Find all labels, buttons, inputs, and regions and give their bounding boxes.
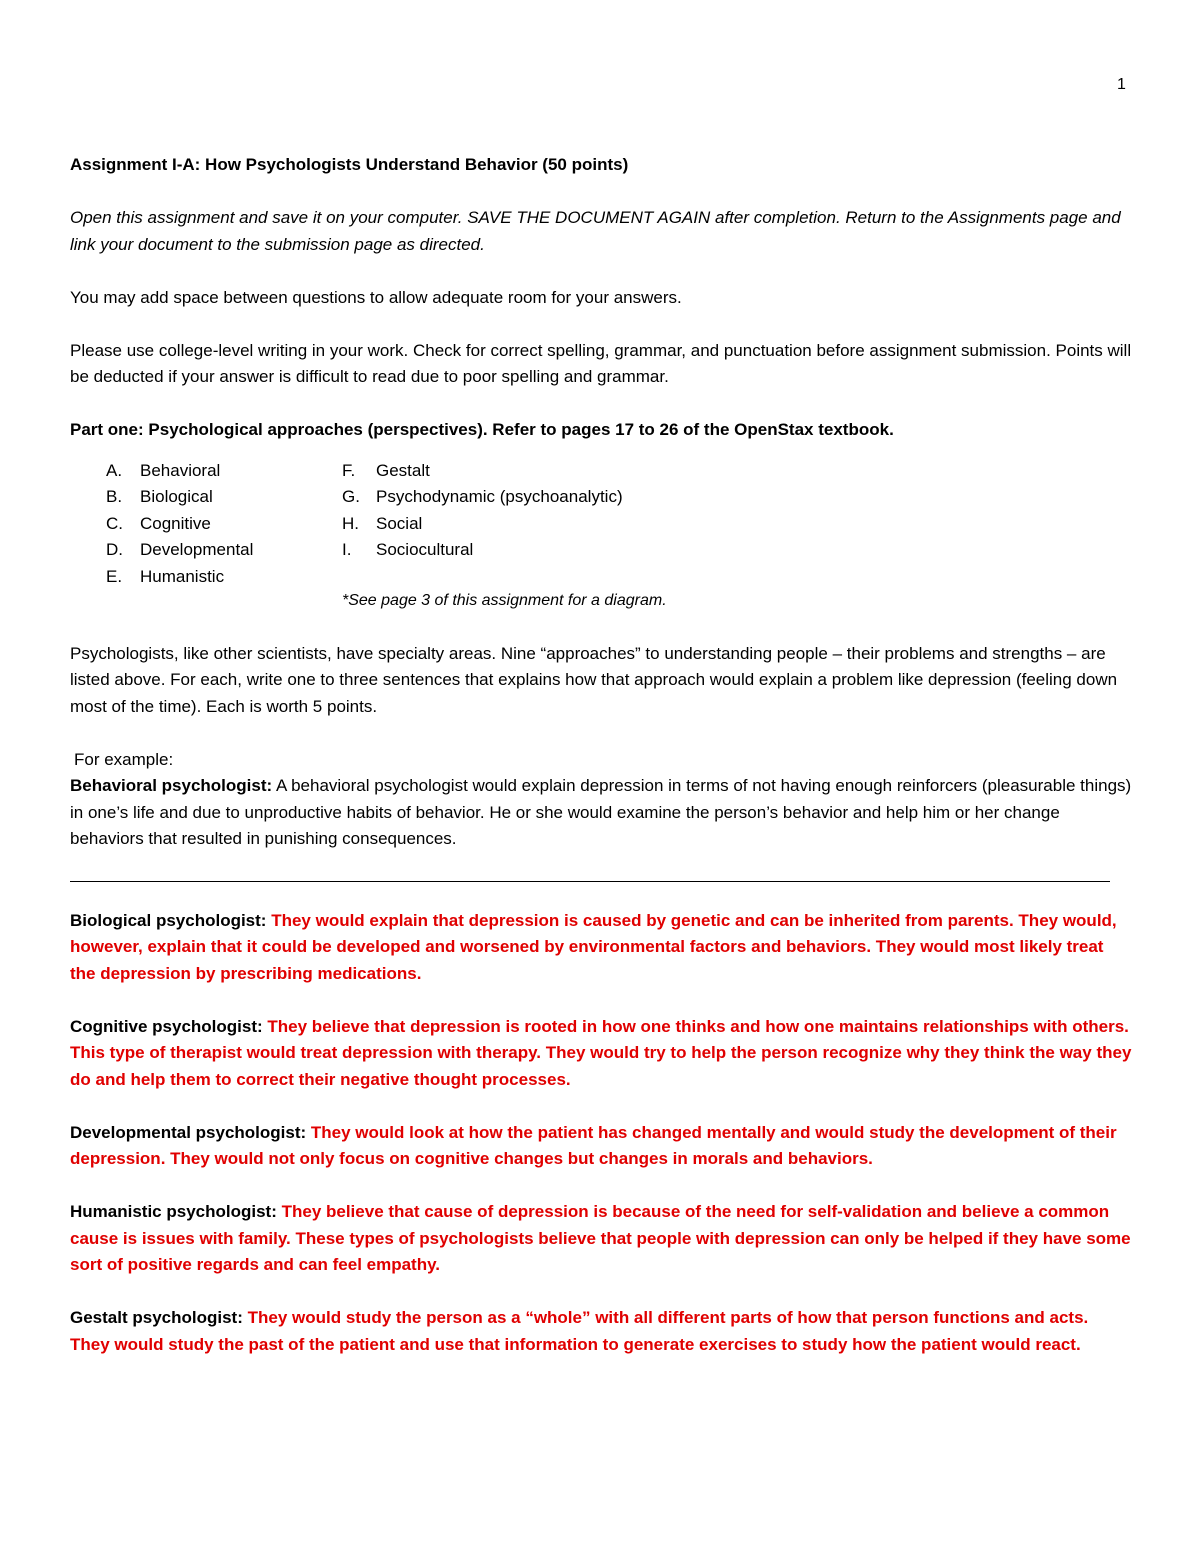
list-letter: B. xyxy=(106,487,123,506)
answer-text: They would study the person as a “whole” with all different parts of how that person functions and acts. They would study the past of the patient and use that information to generate exercises to study how the patient would react. xyxy=(70,1308,1089,1354)
divider-line xyxy=(70,881,1110,882)
approaches-left-column xyxy=(106,458,253,591)
answer-gestalt xyxy=(70,1305,1132,1358)
list-item xyxy=(106,511,253,538)
approaches-list xyxy=(106,458,1132,590)
answer-text: They believe that depression is rooted in how one thinks and how one maintains relationships with others. This type of therapist would treat depression with therapy. They would try to help the person recognize why they think the way they do and help them to correct their negative thought processes. xyxy=(70,1016,1132,1089)
list-item xyxy=(342,537,623,564)
answer-text: They would look at how the patient has changed mentally and would study the development of their depression. They would not only focus on cognitive changes but changes in morals and behaviors. xyxy=(70,1122,1117,1168)
answer-humanistic xyxy=(70,1199,1132,1279)
list-item xyxy=(106,458,253,485)
list-item xyxy=(106,564,253,591)
answer-label: Cognitive psychologist: xyxy=(70,1016,263,1036)
answer-cognitive xyxy=(70,1014,1132,1094)
list-item xyxy=(106,484,253,511)
list-letter: E. xyxy=(106,566,123,586)
approaches-right-column xyxy=(342,458,623,564)
answer-text: They believe that cause of depression is because of the need for self-validation and believe a common cause is issues with family. These types of psychologists believe that people with depression can only be helped if they have some sort of positive regards and can feel empathy. xyxy=(70,1202,1131,1274)
answer-label: Behavioral psychologist: xyxy=(70,776,273,795)
answer-label: Humanistic psychologist: xyxy=(70,1202,277,1221)
part-one-heading: Part one: Psychological approaches (perspectives). Refer to pages 17 to 26 of the OpenStax textbook. xyxy=(70,420,894,439)
document-body xyxy=(70,152,1132,1358)
answer-label: Gestalt psychologist: xyxy=(70,1308,243,1327)
example-answer xyxy=(70,773,1132,853)
list-text: Biological xyxy=(140,487,213,506)
list-text: Psychodynamic (psychoanalytic) xyxy=(376,487,623,506)
list-text: Cognitive xyxy=(140,513,211,533)
answer-label: Biological psychologist: xyxy=(70,910,267,930)
assignment-title: Assignment I-A: How Psychologists Understand Behavior (50 points) xyxy=(70,155,629,174)
answer-text: They would explain that depression is caused by genetic and can be inherited from parents. They would, however, explain that it could be developed and worsened by environmental factors and behaviors. They would most likely treat the depression by prescribing medications. xyxy=(70,910,1117,983)
example-label: For example: xyxy=(74,749,174,769)
list-letter: I. xyxy=(342,540,352,559)
answer-biological xyxy=(70,908,1132,988)
list-item xyxy=(342,511,623,538)
list-letter: C. xyxy=(106,513,123,533)
list-letter: D. xyxy=(106,540,123,559)
page-number: 1 xyxy=(1117,76,1126,93)
list-item xyxy=(342,484,623,511)
diagram-note: *See page 3 of this assignment for a diagram. xyxy=(342,591,667,609)
list-item xyxy=(106,537,253,564)
list-letter: H. xyxy=(342,513,359,533)
list-item xyxy=(342,458,623,485)
explanation-paragraph: Psychologists, like other scientists, have specialty areas. Nine “approaches” to understanding people – their problems and strengths – are listed above. For each, write one to three sentences that explains how that approach would explain a problem like depression (feeling down most of the time). Each is worth 5 points. xyxy=(70,643,1118,716)
answer-text: A behavioral psychologist would explain depression in terms of not having enough reinforcers (pleasurable things) in one’s life and due to unproductive habits of behavior. He or she would examine the person’s behavior and help him or her change behaviors that resulted in punishing consequences. xyxy=(70,776,1132,848)
space-note: You may add space between questions to allow adequate room for your answers. xyxy=(70,287,682,307)
instructions: Open this assignment and save it on your computer. SAVE THE DOCUMENT AGAIN after completion. Return to the Assignments page and link your document to the submission page as directed. xyxy=(70,208,1121,254)
list-letter: G. xyxy=(342,487,360,506)
answer-developmental xyxy=(70,1120,1132,1173)
list-text: Developmental xyxy=(140,540,254,559)
list-text: Social xyxy=(376,513,423,533)
list-text: Humanistic xyxy=(140,566,225,586)
answer-label: Developmental psychologist: xyxy=(70,1122,307,1142)
list-letter: F. xyxy=(342,460,356,480)
writing-note: Please use college-level writing in your work. Check for correct spelling, grammar, and punctuation before assignment submission. Points will be deducted if your answer is difficult to read due to poor spelling and grammar. xyxy=(70,340,1132,386)
list-text: Sociocultural xyxy=(376,540,474,559)
list-letter: A. xyxy=(106,460,123,480)
list-text: Behavioral xyxy=(140,460,221,480)
list-text: Gestalt xyxy=(376,460,430,480)
